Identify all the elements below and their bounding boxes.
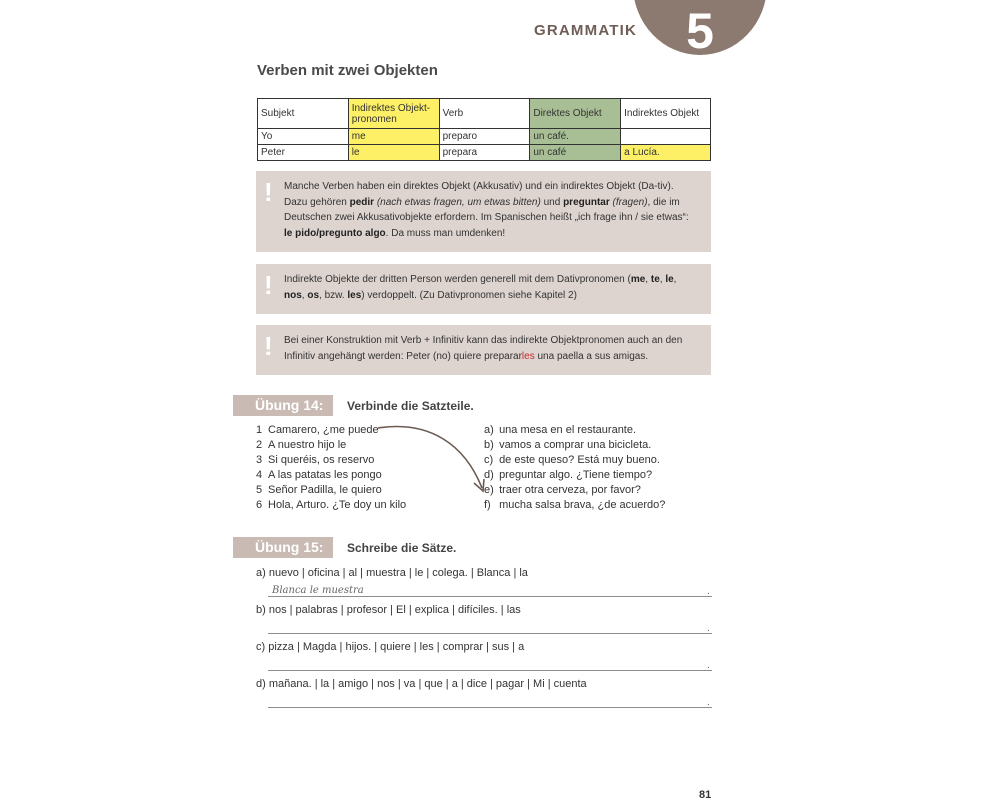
list-item: 3 Si queréis, os reservo [256,454,375,466]
table-cell [621,129,711,145]
answer-a: Blanca le muestra [272,585,364,596]
table-cell: me [348,129,439,145]
note-box-3 [256,325,711,375]
sentence-b: b) nos | palabras | profesor | El | explica | difíciles. | las [256,604,521,616]
page-number: 81 [699,789,712,801]
note-highlight: les [521,350,535,362]
list-item: 1 Camarero, ¿me puede [256,424,379,436]
note-text: una paella a sus amigas. [534,350,649,362]
note-text: Manche Verben haben ein direktes Objekt (Akkusativ) und ein indirektes Objekt (Da-tiv). Dazu gehören [284,181,674,208]
table-cell: prepara [439,145,530,161]
note-box-2 [256,264,711,314]
exclamation-icon: ! [264,331,273,361]
note-bold: nos [284,289,302,301]
table-header-cell: Indirektes Objekt-pronomen [348,99,439,129]
note-bold: les [347,289,362,301]
line-end-b: . [707,623,710,634]
line-end-d: . [707,697,710,708]
list-item: a) una mesa en el restaurante. [484,424,637,436]
exercise-14-right-list [484,423,665,513]
table-header-cell: Subjekt [258,99,349,129]
note-text: , [301,289,308,301]
table-cell: le [348,145,439,161]
note-text: . Da muss man umdenken! [385,227,506,239]
exercise-14-tag: Übung 14: [233,395,333,416]
note-text: ) verdoppelt. (Zu Dativpronomen siehe Kapitel 2) [361,289,577,301]
list-item: d) preguntar algo. ¿Tiene tiempo? [484,469,653,481]
answer-line-d[interactable] [268,707,712,708]
note-box-1 [256,171,711,252]
table-cell: Yo [258,129,349,145]
list-item: c) de este queso? Está muy bueno. [484,454,660,466]
chapter-number: 5 [686,3,714,59]
note-text: , bzw. [319,289,348,301]
note-text: Indirekte Objekte der dritten Person werden generell mit dem Dativpronomen ( [284,274,631,285]
note-text: und [540,196,564,208]
note-bold: preguntar [563,196,610,208]
note-text: , die im Deutschen zwei Akkusativobjekte erfordern. Im Spanischen heißt „ich frage ihn / sie etwas“: [284,196,689,223]
note-text: , [673,274,677,285]
answer-line-b[interactable] [268,633,712,634]
note-bold: pedir [349,196,375,208]
sentence-d: d) mañana. | la | amigo | nos | va | que | a | dice | pagar | Mi | cuenta [256,678,587,690]
list-item: 2 A nuestro hijo le [256,439,347,451]
list-item: e) traer otra cerveza, por favor? [484,484,641,496]
table-cell: un café. [530,129,621,145]
list-item: 4 A las patatas les pongo [256,469,382,481]
note-bold: te [650,274,660,285]
table-cell: un café [530,145,621,161]
note-bold: le [665,274,674,285]
line-end-a: . [707,586,710,597]
exclamation-icon: ! [264,177,273,207]
list-item: 6 Hola, Arturo. ¿Te doy un kilo [256,499,407,511]
note-bold: os [307,289,320,301]
note-bold: me [630,274,646,285]
exercise-15-title: Schreibe die Sätze. [347,541,457,555]
table-cell: preparo [439,129,530,145]
table-header-row [258,99,711,129]
list-item: f) mucha salsa brava, ¿de acuerdo? [484,499,666,511]
table-header-cell: Indirektes Objekt [621,99,711,129]
answer-line-c[interactable] [268,670,712,671]
line-end-c: . [707,660,710,671]
sentence-a: a) nuevo | oficina | al | muestra | le | colega. | Blanca | la [256,567,528,579]
note-bold: le pido/pregunto algo [284,227,386,239]
exclamation-icon: ! [264,270,273,300]
exercise-14-title: Verbinde die Satzteile. [347,399,474,413]
note-italic: (fragen) [609,196,648,208]
table-row [258,145,711,161]
list-item: 5 Señor Padilla, le quiero [256,484,382,496]
exercise-15-tag: Übung 15: [233,537,333,558]
table-cell: Peter [258,145,349,161]
note-italic: (nach etwas fragen, um etwas bitten) [374,196,541,208]
section-title: Verben mit zwei Objekten [257,62,438,79]
note-text: Bei einer Konstruktion mit Verb + Infinitiv kann das indirekte Objektpronomen auch an den Infinitiv angehängt werden: Peter (no) quiere preparar [284,335,683,362]
list-item: b) vamos a comprar una bicicleta. [484,439,652,451]
grammar-table [257,98,711,161]
answer-line-a[interactable] [268,596,712,597]
table-row [258,129,711,145]
sentence-c: c) pizza | Magda | hijos. | quiere | les | comprar | sus | a [256,641,525,653]
table-header-cell: Verb [439,99,530,129]
table-header-cell: Direktes Objekt [530,99,621,129]
note-text: , [645,274,651,285]
header-label: GRAMMATIK [534,22,638,39]
note-text: , [659,274,666,285]
table-cell: a Lucía. [621,145,711,161]
match-arrow [370,420,500,500]
